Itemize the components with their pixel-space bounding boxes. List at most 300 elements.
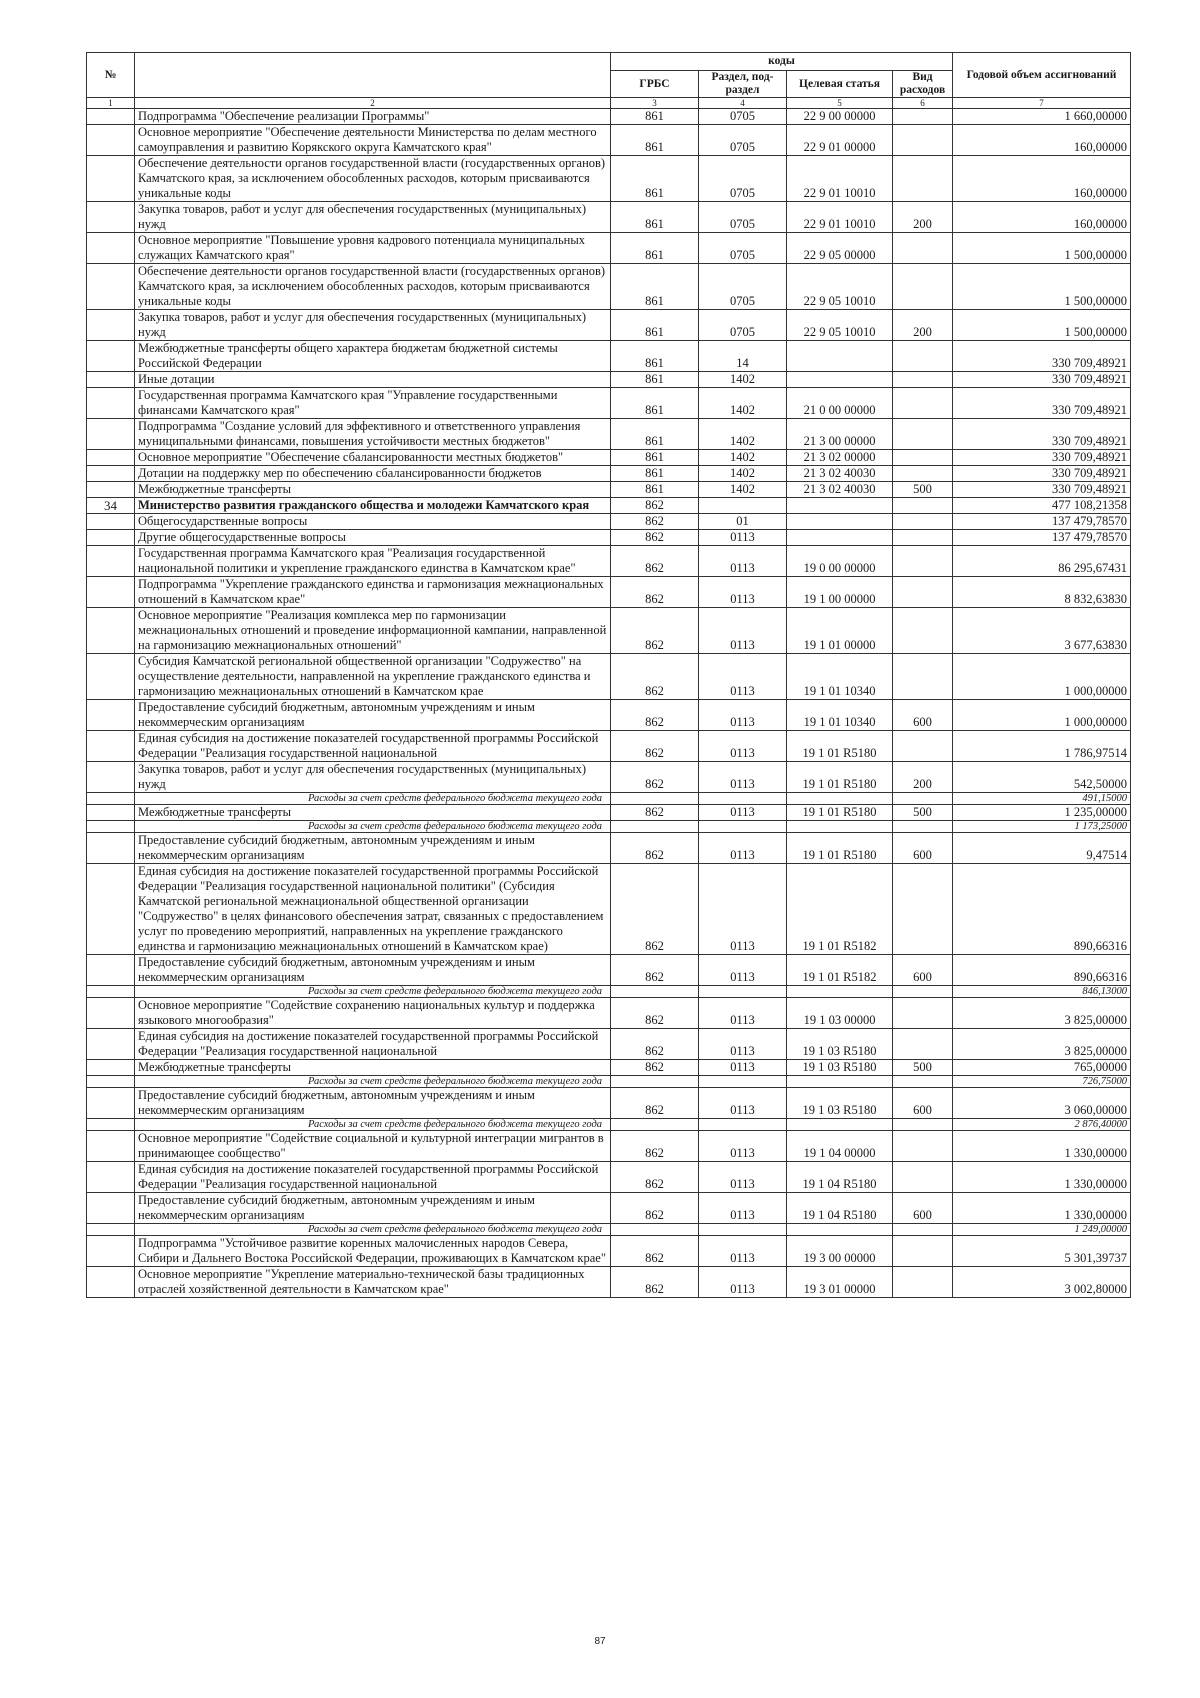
row-grbs-code: 861 — [611, 310, 699, 341]
table-row — [87, 482, 1131, 498]
row-number — [87, 372, 135, 388]
row-target-article-code: 22 9 01 00000 — [787, 125, 893, 156]
row-target-article-code: 22 9 01 10010 — [787, 202, 893, 233]
row-section-code: 0113 — [699, 577, 787, 608]
row-grbs-code: 862 — [611, 654, 699, 700]
row-amount: 3 825,00000 — [953, 1029, 1131, 1060]
row-amount: 1 500,00000 — [953, 264, 1131, 310]
row-grbs-code — [611, 1076, 699, 1088]
row-name: Дотации на поддержку мер по обеспечению сбалансированности бюджетов — [135, 466, 611, 482]
page-number: 87 — [594, 1636, 606, 1647]
row-expense-kind-code: 600 — [893, 1193, 953, 1224]
row-name: Межбюджетные трансферты — [135, 482, 611, 498]
header-grbs: ГРБС — [611, 71, 699, 98]
row-amount: 9,47514 — [953, 833, 1131, 864]
table-row — [87, 1193, 1131, 1224]
row-grbs-code: 862 — [611, 577, 699, 608]
row-expense-kind-code — [893, 498, 953, 514]
row-number — [87, 125, 135, 156]
row-expense-kind-code — [893, 608, 953, 654]
row-name: Обеспечение деятельности органов государственной власти (государственных органов) Камчатского края, за исключением обособленных расходов, которым присваиваются уникальные коды — [135, 264, 611, 310]
header-number: № — [87, 53, 135, 98]
table-row — [87, 466, 1131, 482]
row-number — [87, 1162, 135, 1193]
row-grbs-code: 861 — [611, 156, 699, 202]
row-amount: 160,00000 — [953, 156, 1131, 202]
row-name: Закупка товаров, работ и услуг для обеспечения государственных (муниципальных) нужд — [135, 202, 611, 233]
row-name: Предоставление субсидий бюджетным, автономным учреждениям и иным некоммерческим организациям — [135, 955, 611, 986]
row-grbs-code: 861 — [611, 341, 699, 372]
row-expense-kind-code — [893, 821, 953, 833]
row-amount: 1 000,00000 — [953, 700, 1131, 731]
federal-funds-row — [87, 1076, 1131, 1088]
row-target-article-code: 21 3 02 40030 — [787, 482, 893, 498]
row-expense-kind-code — [893, 109, 953, 125]
row-target-article-code — [787, 1119, 893, 1131]
row-expense-kind-code — [893, 466, 953, 482]
row-target-article-code: 21 3 02 00000 — [787, 450, 893, 466]
table-row — [87, 388, 1131, 419]
row-section-code: 1402 — [699, 450, 787, 466]
row-grbs-code: 861 — [611, 388, 699, 419]
row-amount: 765,00000 — [953, 1060, 1131, 1076]
row-section-code: 0113 — [699, 1193, 787, 1224]
row-grbs-code: 862 — [611, 833, 699, 864]
table-row — [87, 109, 1131, 125]
row-expense-kind-code — [893, 1119, 953, 1131]
row-name: Подпрограмма "Устойчивое развитие коренных малочисленных народов Севера, Сибири и Дальнего Востока Российской Федерации, проживающих в Камчатском крае" — [135, 1236, 611, 1267]
row-number — [87, 388, 135, 419]
table-row — [87, 577, 1131, 608]
row-amount: 846,13000 — [953, 986, 1131, 998]
row-grbs-code: 861 — [611, 109, 699, 125]
row-name: Основное мероприятие "Укрепление материально-технической базы традиционных отраслей хозяйственной деятельности в Камчатском крае" — [135, 1267, 611, 1298]
row-target-article-code: 21 3 00 00000 — [787, 419, 893, 450]
row-section-code: 14 — [699, 341, 787, 372]
column-number: 2 — [135, 98, 611, 109]
row-target-article-code: 19 1 01 10340 — [787, 654, 893, 700]
row-target-article-code: 19 1 04 00000 — [787, 1131, 893, 1162]
row-section-code: 1402 — [699, 388, 787, 419]
row-section-code: 01 — [699, 514, 787, 530]
row-expense-kind-code — [893, 1224, 953, 1236]
row-section-code — [699, 1224, 787, 1236]
row-target-article-code — [787, 498, 893, 514]
row-expense-kind-code — [893, 233, 953, 264]
row-target-article-code: 19 0 00 00000 — [787, 546, 893, 577]
row-number — [87, 762, 135, 793]
row-grbs-code: 861 — [611, 372, 699, 388]
row-section-code: 0113 — [699, 762, 787, 793]
row-amount: 890,66316 — [953, 955, 1131, 986]
row-number — [87, 530, 135, 546]
row-grbs-code: 861 — [611, 450, 699, 466]
row-number — [87, 233, 135, 264]
row-target-article-code — [787, 986, 893, 998]
row-number — [87, 1088, 135, 1119]
table-row — [87, 310, 1131, 341]
row-expense-kind-code — [893, 341, 953, 372]
row-expense-kind-code — [893, 731, 953, 762]
header-target-article: Целевая статья — [787, 71, 893, 98]
row-amount: 1 249,00000 — [953, 1224, 1131, 1236]
row-expense-kind-code: 200 — [893, 202, 953, 233]
table-row — [87, 1060, 1131, 1076]
row-grbs-code: 862 — [611, 498, 699, 514]
table-row — [87, 202, 1131, 233]
row-number — [87, 731, 135, 762]
row-amount: 330 709,48921 — [953, 372, 1131, 388]
row-amount: 160,00000 — [953, 202, 1131, 233]
row-grbs-code: 861 — [611, 125, 699, 156]
row-number: 34 — [87, 498, 135, 514]
row-name: Единая субсидия на достижение показателей государственной программы Российской Федерации "Реализация государственной национальной — [135, 1162, 611, 1193]
row-expense-kind-code: 600 — [893, 700, 953, 731]
row-section-code: 0705 — [699, 264, 787, 310]
row-expense-kind-code: 500 — [893, 482, 953, 498]
column-number: 4 — [699, 98, 787, 109]
row-name: Предоставление субсидий бюджетным, автономным учреждениям и иным некоммерческим организациям — [135, 1088, 611, 1119]
row-amount: 86 295,67431 — [953, 546, 1131, 577]
row-amount: 3 060,00000 — [953, 1088, 1131, 1119]
row-expense-kind-code — [893, 419, 953, 450]
federal-funds-row — [87, 986, 1131, 998]
row-grbs-code: 862 — [611, 1267, 699, 1298]
row-name: Основное мероприятие "Реализация комплекса мер по гармонизации межнациональных отношений и проведение информационной кампании, направленной на гармонизацию межнациональных отношений" — [135, 608, 611, 654]
row-number — [87, 1224, 135, 1236]
row-amount: 1 173,25000 — [953, 821, 1131, 833]
row-expense-kind-code — [893, 986, 953, 998]
column-number: 3 — [611, 98, 699, 109]
row-number — [87, 1060, 135, 1076]
table-row — [87, 372, 1131, 388]
row-section-code: 0113 — [699, 833, 787, 864]
row-number — [87, 833, 135, 864]
budget-table-container — [86, 52, 1130, 1298]
table-header — [87, 53, 1131, 109]
row-expense-kind-code — [893, 156, 953, 202]
row-grbs-code: 862 — [611, 1162, 699, 1193]
row-number — [87, 805, 135, 821]
table-row — [87, 700, 1131, 731]
federal-funds-row — [87, 793, 1131, 805]
row-section-code: 0705 — [699, 125, 787, 156]
row-expense-kind-code: 600 — [893, 1088, 953, 1119]
column-number: 1 — [87, 98, 135, 109]
row-amount: 5 301,39737 — [953, 1236, 1131, 1267]
row-name: Подпрограмма "Создание условий для эффективного и ответственного управления муниципальными финансами, повышения устойчивости местных бюджетов" — [135, 419, 611, 450]
row-target-article-code — [787, 821, 893, 833]
row-grbs-code: 862 — [611, 864, 699, 955]
row-section-code: 1402 — [699, 466, 787, 482]
row-section-code: 0113 — [699, 998, 787, 1029]
table-row — [87, 125, 1131, 156]
row-name: Основное мероприятие "Обеспечение деятельности Министерства по делам местного самоуправления и развитию Корякского округа Камчатского края" — [135, 125, 611, 156]
row-section-code — [699, 1076, 787, 1088]
row-grbs-code: 862 — [611, 1060, 699, 1076]
row-amount: 1 660,00000 — [953, 109, 1131, 125]
federal-funds-row — [87, 1224, 1131, 1236]
federal-funds-row — [87, 1119, 1131, 1131]
table-body — [87, 109, 1131, 1298]
row-expense-kind-code: 500 — [893, 1060, 953, 1076]
row-expense-kind-code: 200 — [893, 310, 953, 341]
row-target-article-code: 19 1 01 10340 — [787, 700, 893, 731]
table-row — [87, 233, 1131, 264]
row-target-article-code: 22 9 05 10010 — [787, 310, 893, 341]
row-number — [87, 1267, 135, 1298]
row-name: Единая субсидия на достижение показателей государственной программы Российской Федерации "Реализация государственной национальной — [135, 731, 611, 762]
row-number — [87, 514, 135, 530]
row-section-code: 1402 — [699, 372, 787, 388]
row-section-code: 0705 — [699, 109, 787, 125]
row-grbs-code: 861 — [611, 466, 699, 482]
row-number — [87, 156, 135, 202]
row-name: Расходы за счет средств федерального бюджета текущего года — [135, 1076, 611, 1088]
row-target-article-code: 19 1 01 R5180 — [787, 833, 893, 864]
row-amount: 1 500,00000 — [953, 233, 1131, 264]
row-name: Другие общегосударственные вопросы — [135, 530, 611, 546]
row-section-code: 0705 — [699, 156, 787, 202]
row-name: Основное мероприятие "Повышение уровня кадрового потенциала муниципальных служащих Камчатского края" — [135, 233, 611, 264]
row-expense-kind-code — [893, 1131, 953, 1162]
row-number — [87, 1119, 135, 1131]
row-amount: 1 330,00000 — [953, 1193, 1131, 1224]
row-number — [87, 986, 135, 998]
row-name: Государственная программа Камчатского края "Реализация государственной национальной политики и укрепление гражданского единства в Камчатском крае" — [135, 546, 611, 577]
row-amount: 491,15000 — [953, 793, 1131, 805]
row-grbs-code: 862 — [611, 700, 699, 731]
table-row — [87, 1131, 1131, 1162]
row-grbs-code: 862 — [611, 1193, 699, 1224]
row-expense-kind-code — [893, 1162, 953, 1193]
row-amount: 330 709,48921 — [953, 466, 1131, 482]
row-target-article-code: 19 1 01 R5180 — [787, 805, 893, 821]
row-name: Иные дотации — [135, 372, 611, 388]
row-target-article-code — [787, 1224, 893, 1236]
row-section-code: 0113 — [699, 1131, 787, 1162]
row-number — [87, 864, 135, 955]
row-number — [87, 109, 135, 125]
table-row — [87, 654, 1131, 700]
row-name: Подпрограмма "Укрепление гражданского единства и гармонизация межнациональных отношений в Камчатском крае" — [135, 577, 611, 608]
row-amount: 1 500,00000 — [953, 310, 1131, 341]
row-section-code: 0113 — [699, 546, 787, 577]
row-expense-kind-code — [893, 125, 953, 156]
row-grbs-code: 862 — [611, 955, 699, 986]
row-number — [87, 608, 135, 654]
row-number — [87, 577, 135, 608]
table-row — [87, 1267, 1131, 1298]
row-expense-kind-code — [893, 1267, 953, 1298]
row-name: Единая субсидия на достижение показателей государственной программы Российской Федерации "Реализация государственной национальной политики" (Субсидия Камчатской региональной межнациональной общественной организации "Содружество" в целях финансового обеспечения затрат, связанных с предоставлением услуг по проведению мероприятий, направленных на укрепление гражданского единства и гармонизацию межнациональных отношений в Камчатском крае) — [135, 864, 611, 955]
row-amount: 8 832,63830 — [953, 577, 1131, 608]
row-amount: 137 479,78570 — [953, 514, 1131, 530]
row-amount: 542,50000 — [953, 762, 1131, 793]
row-name: Единая субсидия на достижение показателей государственной программы Российской Федерации "Реализация государственной национальной — [135, 1029, 611, 1060]
row-name: Государственная программа Камчатского края "Управление государственными финансами Камчатского края" — [135, 388, 611, 419]
row-name: Расходы за счет средств федерального бюджета текущего года — [135, 1119, 611, 1131]
row-amount: 1 330,00000 — [953, 1131, 1131, 1162]
row-grbs-code: 862 — [611, 998, 699, 1029]
row-name: Субсидия Камчатской региональной общественной организации "Содружество" на осуществление деятельности, направленной на укрепление гражданского единства и гармонизацию межнациональных отношений в Камчатском крае — [135, 654, 611, 700]
row-target-article-code: 19 1 03 R5180 — [787, 1029, 893, 1060]
row-number — [87, 466, 135, 482]
row-target-article-code: 21 3 02 40030 — [787, 466, 893, 482]
header-amount: Годовой объем ассигнований — [953, 53, 1131, 98]
table-row — [87, 156, 1131, 202]
row-target-article-code: 19 1 01 R5182 — [787, 864, 893, 955]
row-number — [87, 419, 135, 450]
row-amount: 1 330,00000 — [953, 1162, 1131, 1193]
row-name: Межбюджетные трансферты — [135, 805, 611, 821]
table-row — [87, 450, 1131, 466]
row-number — [87, 1236, 135, 1267]
row-number — [87, 700, 135, 731]
row-target-article-code: 22 9 05 10010 — [787, 264, 893, 310]
row-amount: 3 002,80000 — [953, 1267, 1131, 1298]
row-grbs-code: 862 — [611, 762, 699, 793]
row-name: Предоставление субсидий бюджетным, автономным учреждениям и иным некоммерческим организациям — [135, 833, 611, 864]
row-number — [87, 202, 135, 233]
row-target-article-code: 22 9 05 00000 — [787, 233, 893, 264]
row-target-article-code — [787, 341, 893, 372]
row-target-article-code: 19 1 03 R5180 — [787, 1088, 893, 1119]
table-row — [87, 762, 1131, 793]
row-section-code: 0113 — [699, 1236, 787, 1267]
row-section-code: 0113 — [699, 654, 787, 700]
row-section-code: 0113 — [699, 530, 787, 546]
table-row — [87, 419, 1131, 450]
row-name: Межбюджетные трансферты общего характера бюджетам бюджетной системы Российской Федерации — [135, 341, 611, 372]
row-number — [87, 264, 135, 310]
row-amount: 1 235,00000 — [953, 805, 1131, 821]
row-target-article-code — [787, 372, 893, 388]
row-grbs-code: 862 — [611, 608, 699, 654]
row-amount: 330 709,48921 — [953, 419, 1131, 450]
row-expense-kind-code — [893, 1076, 953, 1088]
row-amount: 3 677,63830 — [953, 608, 1131, 654]
row-section-code: 0113 — [699, 608, 787, 654]
row-expense-kind-code: 200 — [893, 762, 953, 793]
row-section-code — [699, 821, 787, 833]
row-section-code: 1402 — [699, 419, 787, 450]
table-row — [87, 805, 1131, 821]
column-number: 5 — [787, 98, 893, 109]
row-section-code: 0113 — [699, 1088, 787, 1119]
row-section-code: 0113 — [699, 731, 787, 762]
row-target-article-code: 19 1 03 00000 — [787, 998, 893, 1029]
header-codes: коды — [611, 53, 953, 71]
row-amount: 1 000,00000 — [953, 654, 1131, 700]
row-target-article-code: 19 1 01 00000 — [787, 608, 893, 654]
table-row — [87, 833, 1131, 864]
row-section-code: 0113 — [699, 1029, 787, 1060]
table-row — [87, 1162, 1131, 1193]
row-section-code: 0113 — [699, 805, 787, 821]
row-amount: 3 825,00000 — [953, 998, 1131, 1029]
row-name: Основное мероприятие "Обеспечение сбалансированности местных бюджетов" — [135, 450, 611, 466]
row-expense-kind-code: 500 — [893, 805, 953, 821]
row-target-article-code: 19 1 04 R5180 — [787, 1162, 893, 1193]
row-name: Закупка товаров, работ и услуг для обеспечения государственных (муниципальных) нужд — [135, 762, 611, 793]
row-section-code: 0705 — [699, 310, 787, 341]
table-row — [87, 546, 1131, 577]
row-number — [87, 1193, 135, 1224]
row-grbs-code — [611, 821, 699, 833]
row-grbs-code: 861 — [611, 482, 699, 498]
row-section-code — [699, 1119, 787, 1131]
row-section-code: 0705 — [699, 202, 787, 233]
row-number — [87, 955, 135, 986]
row-amount: 1 786,97514 — [953, 731, 1131, 762]
row-name: Расходы за счет средств федерального бюджета текущего года — [135, 1224, 611, 1236]
table-row — [87, 955, 1131, 986]
table-row — [87, 341, 1131, 372]
column-number: 6 — [893, 98, 953, 109]
row-grbs-code: 862 — [611, 1029, 699, 1060]
row-grbs-code: 862 — [611, 805, 699, 821]
table-row — [87, 514, 1131, 530]
row-section-code: 0113 — [699, 1267, 787, 1298]
row-target-article-code: 22 9 01 10010 — [787, 156, 893, 202]
row-grbs-code: 862 — [611, 1236, 699, 1267]
row-expense-kind-code — [893, 264, 953, 310]
row-expense-kind-code — [893, 577, 953, 608]
row-number — [87, 482, 135, 498]
row-amount: 330 709,48921 — [953, 388, 1131, 419]
row-name: Расходы за счет средств федерального бюджета текущего года — [135, 986, 611, 998]
row-target-article-code: 19 1 01 R5180 — [787, 731, 893, 762]
row-section-code: 0113 — [699, 955, 787, 986]
row-target-article-code: 21 0 00 00000 — [787, 388, 893, 419]
row-grbs-code: 862 — [611, 514, 699, 530]
row-name: Межбюджетные трансферты — [135, 1060, 611, 1076]
federal-funds-row — [87, 821, 1131, 833]
row-name: Обеспечение деятельности органов государственной власти (государственных органов) Камчатского края, за исключением обособленных расходов, которым присваиваются уникальные коды — [135, 156, 611, 202]
row-amount: 160,00000 — [953, 125, 1131, 156]
header-section: Раздел, под-раздел — [699, 71, 787, 98]
row-number — [87, 1131, 135, 1162]
row-expense-kind-code: 600 — [893, 833, 953, 864]
table-row — [87, 731, 1131, 762]
row-target-article-code — [787, 530, 893, 546]
row-grbs-code: 862 — [611, 546, 699, 577]
row-name: Министерство развития гражданского общества и молодежи Камчатского края — [135, 498, 611, 514]
row-section-code — [699, 986, 787, 998]
budget-allocation-table — [86, 52, 1131, 1298]
row-number — [87, 341, 135, 372]
row-number — [87, 1076, 135, 1088]
row-name: Основное мероприятие "Содействие сохранению национальных культур и поддержка языкового многообразия" — [135, 998, 611, 1029]
row-expense-kind-code — [893, 388, 953, 419]
row-number — [87, 1029, 135, 1060]
table-row — [87, 498, 1131, 514]
row-expense-kind-code — [893, 654, 953, 700]
row-name: Предоставление субсидий бюджетным, автономным учреждениям и иным некоммерческим организациям — [135, 1193, 611, 1224]
row-section-code — [699, 498, 787, 514]
column-numbers-row — [87, 98, 1131, 109]
row-grbs-code — [611, 1224, 699, 1236]
row-grbs-code: 861 — [611, 202, 699, 233]
row-grbs-code — [611, 1119, 699, 1131]
row-number — [87, 793, 135, 805]
row-target-article-code: 19 3 01 00000 — [787, 1267, 893, 1298]
row-expense-kind-code — [893, 450, 953, 466]
row-grbs-code: 861 — [611, 264, 699, 310]
row-amount: 330 709,48921 — [953, 482, 1131, 498]
table-row — [87, 1088, 1131, 1119]
